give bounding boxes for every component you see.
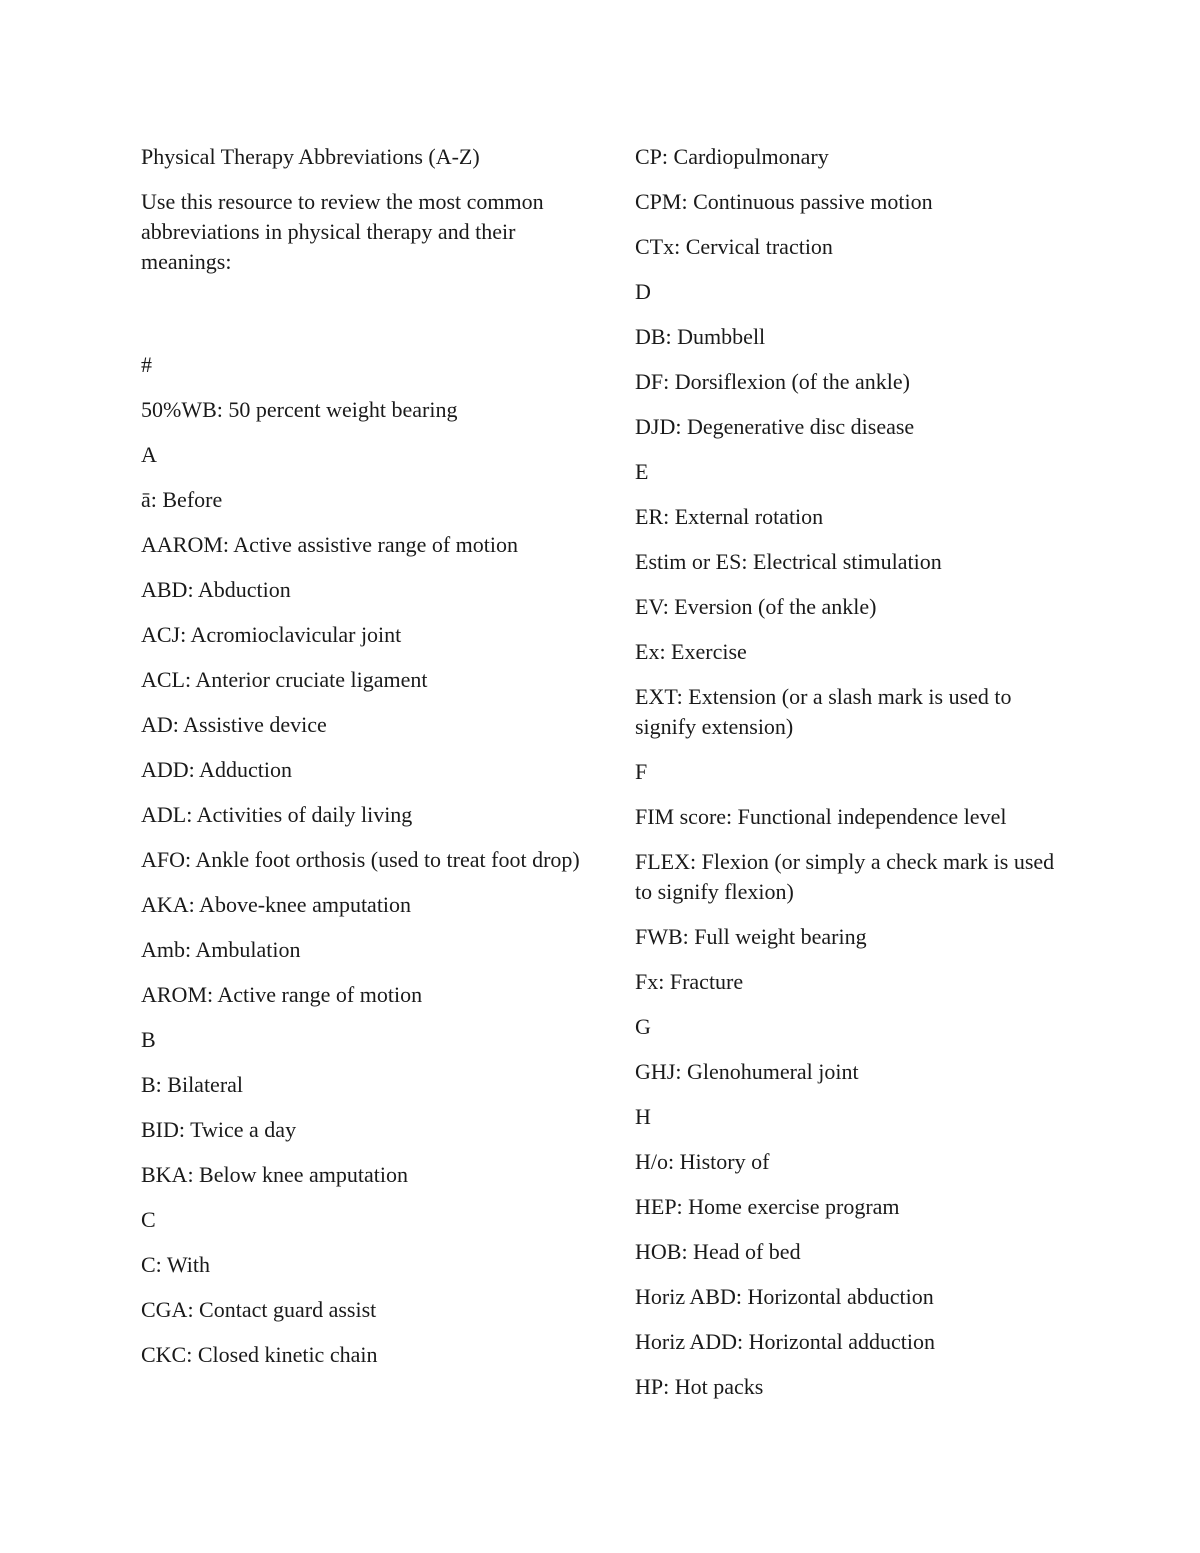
abbreviation-entry: FWB: Full weight bearing <box>635 924 867 949</box>
abbreviation-entry: AFO: Ankle foot orthosis (used to treat foot drop) <box>141 847 580 872</box>
abbreviation-entry: C <box>141 1207 156 1232</box>
abbreviation-entry: F <box>635 759 648 784</box>
abbreviation-entry: AAROM: Active assistive range of motion <box>141 532 519 557</box>
document-intro: Use this resource to review the most common abbreviations in physical therapy and their meanings: <box>141 189 544 274</box>
left-entry-list <box>141 350 581 1370</box>
abbreviation-entry: DF: Dorsiflexion (of the ankle) <box>635 369 910 394</box>
abbreviation-entry: ADD: Adduction <box>141 757 292 782</box>
abbreviation-entry: B <box>141 1027 156 1052</box>
abbreviation-entry: HEP: Home exercise program <box>635 1194 900 1219</box>
abbreviation-entry: 50%WB: 50 percent weight bearing <box>141 397 458 422</box>
document-title: Physical Therapy Abbreviations (A-Z) <box>141 144 480 169</box>
abbreviation-entry: CTx: Cervical traction <box>635 234 833 259</box>
abbreviation-entry: D <box>635 279 651 304</box>
abbreviation-entry: BID: Twice a day <box>141 1117 297 1142</box>
abbreviation-entry: GHJ: Glenohumeral joint <box>635 1059 859 1084</box>
abbreviation-entry: ADL: Activities of daily living <box>141 802 413 827</box>
abbreviation-entry: DJD: Degenerative disc disease <box>635 414 915 439</box>
abbreviation-entry: ā: Before <box>141 487 223 512</box>
abbreviation-entry: H <box>635 1104 651 1129</box>
abbreviation-entry: FIM score: Functional independence level <box>635 804 1007 829</box>
abbreviation-entry: Amb: Ambulation <box>141 937 301 962</box>
abbreviation-entry: AKA: Above-knee amputation <box>141 892 412 917</box>
abbreviation-entry: B: Bilateral <box>141 1072 244 1097</box>
abbreviation-entry: E <box>635 459 649 484</box>
abbreviation-entry: AD: Assistive device <box>141 712 327 737</box>
abbreviation-entry: BKA: Below knee amputation <box>141 1162 409 1187</box>
abbreviation-entry: Horiz ADD: Horizontal adduction <box>635 1329 935 1354</box>
abbreviation-entry: Estim or ES: Electrical stimulation <box>635 549 942 574</box>
right-column <box>635 142 1055 1417</box>
abbreviation-entry: FLEX: Flexion (or simply a check mark is used to signify flexion) <box>635 849 1055 904</box>
abbreviation-entry: Ex: Exercise <box>635 639 747 664</box>
abbreviation-entry: EXT: Extension (or a slash mark is used to signify extension) <box>635 684 1012 739</box>
abbreviation-entry: ABD: Abduction <box>141 577 291 602</box>
abbreviation-entry: CPM: Continuous passive motion <box>635 189 933 214</box>
abbreviation-entry: # <box>141 352 152 377</box>
abbreviation-entry: CGA: Contact guard assist <box>141 1297 377 1322</box>
abbreviation-entry: ER: External rotation <box>635 504 824 529</box>
abbreviation-entry: ACL: Anterior cruciate ligament <box>141 667 428 692</box>
abbreviation-entry: CKC: Closed kinetic chain <box>141 1342 378 1367</box>
abbreviation-entry: C: With <box>141 1252 210 1277</box>
abbreviation-entry: A <box>141 442 157 467</box>
abbreviation-entry: Horiz ABD: Horizontal abduction <box>635 1284 934 1309</box>
abbreviation-entry: HP: Hot packs <box>635 1374 764 1399</box>
abbreviation-entry: H/o: History of <box>635 1149 770 1174</box>
abbreviation-entry: CP: Cardiopulmonary <box>635 144 829 169</box>
left-column <box>141 142 581 1385</box>
right-entry-list <box>635 142 1055 1402</box>
blank-spacer <box>141 292 581 350</box>
abbreviation-entry: ACJ: Acromioclavicular joint <box>141 622 402 647</box>
abbreviation-entry: HOB: Head of bed <box>635 1239 801 1264</box>
abbreviation-entry: Fx: Fracture <box>635 969 744 994</box>
abbreviation-entry: AROM: Active range of motion <box>141 982 423 1007</box>
abbreviation-entry: EV: Eversion (of the ankle) <box>635 594 877 619</box>
abbreviation-entry: DB: Dumbbell <box>635 324 766 349</box>
abbreviation-entry: G <box>635 1014 651 1039</box>
